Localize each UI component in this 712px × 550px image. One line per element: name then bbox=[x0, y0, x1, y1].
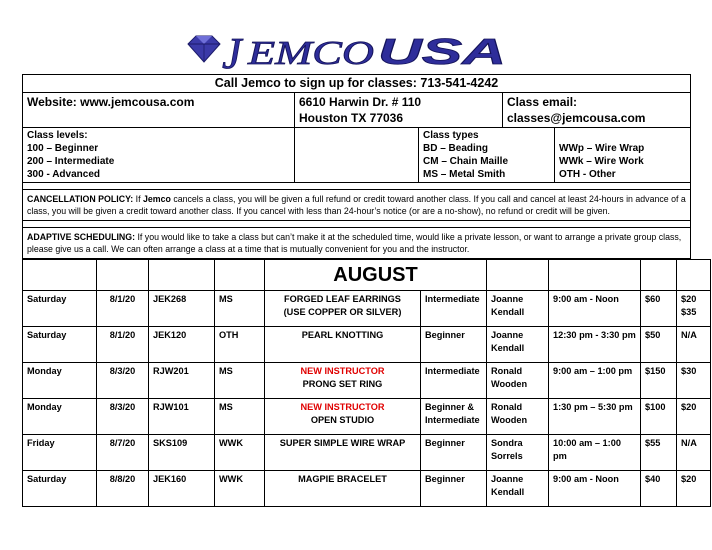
instructor-first: Ronald bbox=[491, 402, 523, 412]
class-title-cell bbox=[265, 399, 421, 435]
website[interactable]: Website: www.jemcousa.com bbox=[23, 93, 295, 128]
class-row bbox=[23, 291, 711, 327]
class-row bbox=[23, 327, 711, 363]
class-day: Saturday bbox=[23, 327, 97, 363]
class-time: 12:30 pm - 3:30 pm bbox=[549, 327, 641, 363]
instructor-first: Joanne bbox=[491, 294, 524, 304]
logo-emco: EMCO bbox=[246, 35, 374, 72]
class-rows bbox=[23, 291, 711, 507]
class-title: MAGPIE BRACELET bbox=[298, 474, 387, 484]
kit-cell bbox=[677, 363, 711, 399]
instructor-cell bbox=[487, 399, 549, 435]
kit-price: $20 bbox=[681, 402, 697, 412]
instructor-last: Wooden bbox=[491, 379, 528, 389]
month-row bbox=[23, 260, 711, 291]
class-schedule-sheet bbox=[22, 74, 697, 507]
logo-usa: USA bbox=[378, 31, 506, 72]
class-row bbox=[23, 471, 711, 507]
type-item: WWk – Wire Work bbox=[559, 156, 644, 167]
adaptive-row bbox=[23, 228, 691, 259]
class-level: Intermediate bbox=[425, 294, 480, 304]
class-code: JEK160 bbox=[149, 471, 215, 507]
class-row bbox=[23, 363, 711, 399]
class-date: 8/7/20 bbox=[97, 435, 149, 471]
logo-letter-j: J bbox=[222, 29, 242, 74]
email-cell bbox=[503, 93, 691, 128]
cancellation-row bbox=[23, 190, 691, 221]
class-type: MS bbox=[215, 363, 265, 399]
instructor-cell bbox=[487, 363, 549, 399]
class-time: 9:00 am - Noon bbox=[549, 471, 641, 507]
kit-price: N/A bbox=[681, 330, 697, 340]
class-day: Saturday bbox=[23, 471, 97, 507]
class-level-cell bbox=[421, 291, 487, 327]
class-code: RJW201 bbox=[149, 363, 215, 399]
new-instructor-note: NEW INSTRUCTOR bbox=[300, 366, 385, 376]
instructor-cell bbox=[487, 327, 549, 363]
class-type: WWK bbox=[215, 471, 265, 507]
level-item: 300 - Advanced bbox=[27, 169, 100, 180]
instructor-last: Kendall bbox=[491, 487, 525, 497]
kit-price: $20 bbox=[681, 474, 697, 484]
instructor-first: Joanne bbox=[491, 330, 524, 340]
address-line2: Houston TX 77036 bbox=[299, 111, 404, 125]
instructor-last: Kendall bbox=[491, 307, 525, 317]
class-types bbox=[419, 128, 555, 183]
class-title-cell bbox=[265, 363, 421, 399]
class-title: PEARL KNOTTING bbox=[301, 330, 384, 340]
header-table bbox=[22, 74, 691, 259]
type-item: OTH - Other bbox=[559, 169, 616, 180]
class-price: $100 bbox=[641, 399, 677, 435]
class-title-cell bbox=[265, 471, 421, 507]
cancellation-policy: CANCELLATION POLICY: If Jemco cancels a class, you will be given a full refund or credit toward another class. If you call and cancel at least 24-hours in advance of a class, you will be given a credit toward another class. If you cancel with less than 24-hour’s notice (or are a no-show), no refund or credit will be given. bbox=[23, 190, 691, 221]
class-day: Friday bbox=[23, 435, 97, 471]
jemco-logo bbox=[0, 28, 712, 74]
instructor-cell bbox=[487, 291, 549, 327]
instructor-last: Kendall bbox=[491, 343, 525, 353]
class-row bbox=[23, 435, 711, 471]
instructor-first: Sondra bbox=[491, 438, 523, 448]
instructor-first: Joanne bbox=[491, 474, 524, 484]
instructor-cell bbox=[487, 435, 549, 471]
class-levels-title: Class levels: bbox=[27, 130, 88, 141]
kit-price: $30 bbox=[681, 366, 697, 376]
class-subtitle: (USE COPPER OR SILVER) bbox=[283, 307, 402, 317]
type-item: MS – Metal Smith bbox=[423, 169, 506, 180]
class-time: 9:00 am - Noon bbox=[549, 291, 641, 327]
class-title: PRONG SET RING bbox=[302, 379, 383, 389]
class-level-2: Intermediate bbox=[425, 415, 480, 425]
level-item: 100 – Beginner bbox=[27, 143, 99, 154]
class-time: 10:00 am – 1:00 pm bbox=[549, 435, 641, 471]
class-code: JEK120 bbox=[149, 327, 215, 363]
class-code: RJW101 bbox=[149, 399, 215, 435]
class-code: SKS109 bbox=[149, 435, 215, 471]
class-levels bbox=[23, 128, 295, 183]
kit-price-2: $35 bbox=[681, 307, 697, 317]
class-title-cell bbox=[265, 327, 421, 363]
class-title: OPEN STUDIO bbox=[310, 415, 375, 425]
class-price: $40 bbox=[641, 471, 677, 507]
jemco-logo-graphic bbox=[186, 28, 526, 74]
contact-row bbox=[23, 93, 691, 128]
type-item: BD – Beading bbox=[423, 143, 489, 154]
blank-cell bbox=[295, 128, 419, 183]
class-row bbox=[23, 399, 711, 435]
class-level-cell bbox=[421, 435, 487, 471]
class-level: Beginner bbox=[425, 330, 465, 340]
class-types-2 bbox=[555, 128, 691, 183]
level-item: 200 – Intermediate bbox=[27, 156, 115, 167]
type-item: CM – Chain Maille bbox=[423, 156, 509, 167]
kit-cell bbox=[677, 399, 711, 435]
kit-price: $20 bbox=[681, 294, 697, 304]
class-level: Beginner bbox=[425, 474, 465, 484]
levels-row bbox=[23, 128, 691, 183]
month-heading: AUGUST bbox=[265, 260, 487, 291]
address-line1: 6610 Harwin Dr. # 110 bbox=[299, 95, 422, 109]
email-label: Class email: bbox=[507, 95, 578, 109]
class-price: $55 bbox=[641, 435, 677, 471]
type-item: WWp – Wire Wrap bbox=[559, 143, 645, 154]
class-level-cell bbox=[421, 363, 487, 399]
class-code: JEK268 bbox=[149, 291, 215, 327]
instructor-last: Wooden bbox=[491, 415, 528, 425]
kit-cell bbox=[677, 471, 711, 507]
class-level-cell bbox=[421, 327, 487, 363]
new-instructor-note: NEW INSTRUCTOR bbox=[300, 402, 385, 412]
class-time: 9:00 am – 1:00 pm bbox=[549, 363, 641, 399]
adaptive-scheduling: ADAPTIVE SCHEDULING: If you would like to take a class but can’t make it at the scheduled time, would like a private lesson, or want to arrange a private group class, please give us a call. We can often arrange a class at a time that is mutually convenient for you and the instructor. bbox=[23, 228, 691, 259]
class-type: MS bbox=[215, 291, 265, 327]
class-day: Saturday bbox=[23, 291, 97, 327]
kit-price: N/A bbox=[681, 438, 697, 448]
class-level-cell bbox=[421, 471, 487, 507]
kit-cell bbox=[677, 435, 711, 471]
class-level: Beginner bbox=[425, 438, 465, 448]
class-type: OTH bbox=[215, 327, 265, 363]
class-time: 1:30 pm – 5:30 pm bbox=[549, 399, 641, 435]
class-day: Monday bbox=[23, 399, 97, 435]
address bbox=[295, 93, 503, 128]
class-title-cell bbox=[265, 435, 421, 471]
class-title: SUPER SIMPLE WIRE WRAP bbox=[279, 438, 406, 448]
class-title: FORGED LEAF EARRINGS bbox=[284, 294, 401, 304]
class-types-title: Class types bbox=[423, 130, 479, 141]
kit-cell bbox=[677, 291, 711, 327]
class-date: 8/1/20 bbox=[97, 327, 149, 363]
class-type: MS bbox=[215, 399, 265, 435]
class-price: $60 bbox=[641, 291, 677, 327]
class-price: $150 bbox=[641, 363, 677, 399]
class-level-cell bbox=[421, 399, 487, 435]
class-level: Beginner & bbox=[425, 402, 475, 412]
kit-cell bbox=[677, 327, 711, 363]
instructor-cell bbox=[487, 471, 549, 507]
call-text: Call Jemco to sign up for classes: 713-541-4242 bbox=[23, 75, 691, 93]
class-date: 8/1/20 bbox=[97, 291, 149, 327]
instructor-first: Ronald bbox=[491, 366, 523, 376]
class-date: 8/3/20 bbox=[97, 399, 149, 435]
class-date: 8/8/20 bbox=[97, 471, 149, 507]
class-title-cell bbox=[265, 291, 421, 327]
class-type: WWK bbox=[215, 435, 265, 471]
gem-icon bbox=[188, 36, 220, 62]
class-date: 8/3/20 bbox=[97, 363, 149, 399]
schedule-table bbox=[22, 259, 711, 507]
class-level: Intermediate bbox=[425, 366, 480, 376]
class-price: $50 bbox=[641, 327, 677, 363]
class-day: Monday bbox=[23, 363, 97, 399]
call-row bbox=[23, 75, 691, 93]
email-address[interactable]: classes@jemcousa.com bbox=[507, 111, 646, 125]
instructor-last: Sorrels bbox=[491, 451, 523, 461]
